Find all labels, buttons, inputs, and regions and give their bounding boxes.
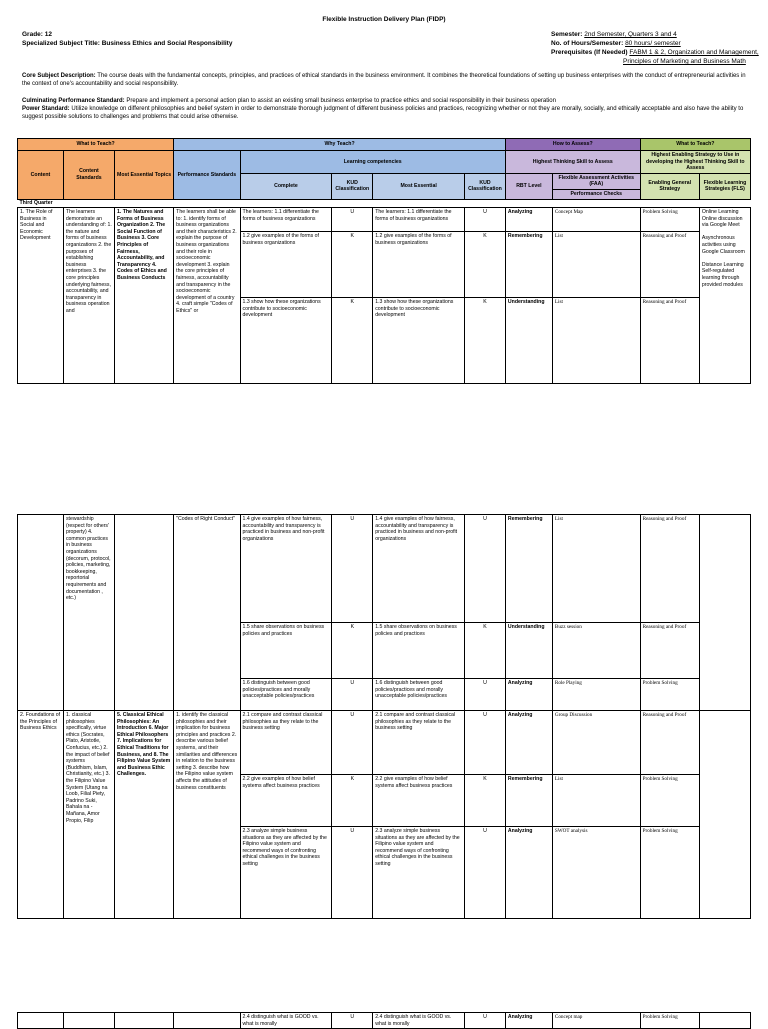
egs-cell: Reasoning and Proof: [640, 623, 699, 679]
faa-cell: List: [552, 515, 640, 623]
complete-cell: 2.1 compare and contrast classical philosophies as they relate to the business setting: [240, 711, 332, 775]
grade-label: Grade: 12: [22, 31, 52, 38]
power-standard: [22, 105, 752, 121]
essential-cell: 1.6 distinguish between good policies/practices and morally unacceptable policies/practices: [373, 679, 465, 711]
kud-cell: U: [332, 827, 373, 919]
essential-cell: 1.3 show how these organizations contribute to socioeconomic development: [373, 297, 465, 383]
rbt-cell: Remembering: [505, 775, 552, 827]
core-description: [22, 72, 752, 88]
content-standards-cell: stewardship (respect for others' property) 4. common practices in business organizations (decorum, protocol, policies, marketing, bookkeeping, reportorial requirements and documentation , etc.): [63, 515, 114, 711]
content-cell: [18, 515, 64, 711]
kud-cell: U: [332, 1013, 373, 1029]
kud-cell: U: [332, 711, 373, 775]
header-left: [22, 30, 232, 48]
kud-cell: K: [332, 231, 373, 297]
quarter-label: Third Quarter: [18, 199, 751, 207]
kud-cell-2: U: [465, 515, 506, 623]
content-cell-2: 2. Foundations of the Principles of Business Ethics: [18, 711, 64, 919]
content-header: Content: [18, 151, 64, 200]
complete-cell: The learners: 1.1 differentiate the forms of business organizations: [240, 207, 332, 231]
hours-line: [551, 39, 759, 48]
kud-cell: U: [332, 515, 373, 623]
kud-cell: K: [332, 775, 373, 827]
kud-cell-2: K: [465, 231, 506, 297]
content-cell: [18, 1013, 64, 1029]
essential-cell: 2.2 give examples of how belief systems affect business practices: [373, 775, 465, 827]
what-to-teach-header: What to Teach?: [18, 139, 174, 151]
faa-cell: Buzz session: [552, 623, 640, 679]
fidp-table-2: [17, 514, 751, 919]
egs-cell: Problem Solving: [640, 679, 699, 711]
most-essential-header: Most Essential: [373, 173, 465, 199]
faa-cell: Concept Map: [552, 207, 640, 231]
learning-competencies-header: Learning competencies: [240, 151, 505, 174]
content-standards-cell: The learners demonstrate an understanding of: 1. the nature and forms of business organizations 2. the purposes of establishing business enterprises 3. the core principles underlying fairness, accountability, and transparency in business operation and: [63, 207, 114, 383]
prereq-value-2: Principles of Marketing and Business Math: [623, 58, 746, 65]
content-cell: 1. The Role of Business in Social and Economic Development: [18, 207, 64, 383]
culminating-text: Prepare and implement a personal action plan to assist an existing small business enterprise to practice ethics and social responsibility in their business operation: [126, 98, 556, 104]
egs-cell: Problem Solving: [640, 207, 699, 231]
egs-cell: Reasoning and Proof: [640, 711, 699, 775]
complete-cell: 1.6 distinguish between good policies/practices and morally unacceptable policies/practices: [240, 679, 332, 711]
egs-cell: Problem Solving: [640, 1013, 699, 1029]
rbt-cell: Understanding: [505, 623, 552, 679]
hours-value: 80 hours/ semester: [625, 40, 681, 47]
kud-cell-2: U: [465, 207, 506, 231]
faa-cell: Concept map: [552, 1013, 640, 1029]
essential-cell: 2.1 compare and contrast classical philosophies as they relate to the business setting: [373, 711, 465, 775]
header-right: [551, 30, 759, 66]
fls-cell: [699, 711, 750, 919]
egs-cell: Reasoning and Proof: [640, 231, 699, 297]
performance-cell: "Codes of Right Conduct": [174, 515, 240, 711]
rbt-cell: Analyzing: [505, 207, 552, 231]
semester-line: [551, 30, 759, 39]
faa-header: Flexible Assessment Activities (FAA): [552, 173, 640, 189]
rbt-cell: Remembering: [505, 231, 552, 297]
culminating-standard: [22, 97, 752, 105]
kud-cell: K: [332, 297, 373, 383]
content-standards-header: Content Standards: [63, 151, 114, 200]
complete-cell: 2.3 analyze simple business situations as they are affected by the Filipino value system and recommend ways of confronting ethical challenges in the business setting: [240, 827, 332, 919]
semester-label: Semester:: [551, 31, 583, 38]
kud-cell-2: K: [465, 775, 506, 827]
topics-cell: [114, 515, 173, 711]
rbt-cell: Analyzing: [505, 1013, 552, 1029]
rbt-cell: Remembering: [505, 515, 552, 623]
essential-cell: 1.5 share observations on business policies and practices: [373, 623, 465, 679]
why-teach-header: Why Teach?: [174, 139, 506, 151]
egs-cell: Reasoning and Proof: [640, 515, 699, 623]
hours-label: No. of Hours/Semester:: [551, 40, 624, 47]
egs-cell: Reasoning and Proof: [640, 297, 699, 383]
core-text: The course deals with the fundamental concepts, principles, and practices of ethical standards in the business environment. It combines the theoretical foundations of setting up business enterprises with the conduct of entrepreneurial activities in the context of one's accountability and social responsibility.: [22, 73, 746, 87]
essential-cell: The learners: 1.1 differentiate the forms of business organizations: [373, 207, 465, 231]
prereq-label: Prerequisites (If Needed): [551, 49, 628, 56]
performance-checks-header: Performance Checks: [552, 189, 640, 199]
what-to-teach-header-2: What to Teach?: [640, 139, 750, 151]
faa-cell: List: [552, 231, 640, 297]
rbt-cell: Analyzing: [505, 679, 552, 711]
rbt-cell: Understanding: [505, 297, 552, 383]
fls-header: Flexible Learning Strategies (FLS): [699, 173, 750, 199]
kud-cell: K: [332, 623, 373, 679]
faa-cell: Role Playing: [552, 679, 640, 711]
essential-cell: 1.4 give examples of how fairness, accountability and transparency is practiced in business and non-profit organizations: [373, 515, 465, 623]
prereq-line-2: [551, 57, 759, 66]
fidp-table-1: [17, 138, 751, 384]
power-label: Power Standard:: [22, 106, 70, 112]
complete-cell: 2.2 give examples of how belief systems affect business practices: [240, 775, 332, 827]
complete-header: Complete: [240, 173, 332, 199]
faa-cell: List: [552, 775, 640, 827]
kud-cell: U: [332, 679, 373, 711]
essential-cell: 1.2 give examples of the forms of business organizations: [373, 231, 465, 297]
kud-cell-2: U: [465, 679, 506, 711]
complete-cell: 1.2 give examples of the forms of business organizations: [240, 231, 332, 297]
performance-cell: [174, 1013, 240, 1029]
subject-label: Specialized Subject Title: Business Ethics and Social Responsibility: [22, 40, 233, 47]
prereq-line: [551, 48, 759, 57]
kud-cell-2: U: [465, 711, 506, 775]
complete-cell: 1.5 share observations on business policies and practices: [240, 623, 332, 679]
core-label: Core Subject Description:: [22, 73, 96, 79]
rbt-cell: Analyzing: [505, 827, 552, 919]
essential-cell: 2.3 analyze simple business situations as they are affected by the Filipino value system and recommend ways of confronting ethical challenges in the business setting: [373, 827, 465, 919]
rbt-cell: Analyzing: [505, 711, 552, 775]
complete-cell: 1.4 give examples of how fairness, accountability and transparency is practiced in business and non-profit organizations: [240, 515, 332, 623]
prereq-value-1: FABM 1 & 2, Organization and Management,: [629, 49, 759, 56]
kud-cell-2: K: [465, 297, 506, 383]
power-text: Utilize knowledge on different philosophies and belief system in order to demonstrate thorough judgment of different business policies and practices, recognizing whether or not they are morally, socially, and ethically acceptable and also have the ability to suggest possible solutions to challenges and problems that could arise otherwise.: [22, 106, 744, 120]
faa-cell: SWOT analysis: [552, 827, 640, 919]
topics-cell: 1. The Natures and Forms of Business Organization 2. The Social Function of Business 3. Core Principles of Fairness, Accountability, and Transparency 4. Codes of Ethics and Business Conducts: [114, 207, 173, 383]
content-standards-cell-2: 1. classical philosophies specifically, virtue ethics (Socrates, Plato, Aristotle, Confucius, etc.) 2. the impact of belief systems (Buddhism, Islam, Christianity, etc.) 3. the Filipino Value System (Utang na Loob, Filial Piety, Padrino Suki, Bahala na - Mañana, Amor Propio, Filip: [63, 711, 114, 919]
kud-cell-2: K: [465, 623, 506, 679]
performance-cell-2: 1. identify the classical philosophies and their implication for business principles and practices 2. describe various belief systems, and their similarities and differences in relation to the business setting 3. describe how the Filipino value system affects the attitudes of business constituents: [174, 711, 240, 919]
rbt-level-header: RBT Level: [505, 173, 552, 199]
enabling-general-header: Enabling General Strategy: [640, 173, 699, 199]
fls-cell: Online Learning Online discussion via Google Meet Asynchronous activities using Google Classroom Distance Learning Self-regulated learning through provided modules: [699, 207, 750, 383]
fidp-table-3: [17, 1012, 751, 1029]
kud-header: KUD Classification: [332, 173, 373, 199]
essential-cell: 2.4 distinguish what is GOOD vs. what is morally: [373, 1013, 465, 1029]
document-title: Flexible Instruction Delivery Plan (FIDP): [322, 16, 446, 23]
complete-cell: 1.3 show how these organizations contribute to socioeconomic development: [240, 297, 332, 383]
fls-cell: [699, 515, 750, 711]
topics-cell: [114, 1013, 173, 1029]
egs-cell: Problem Solving: [640, 775, 699, 827]
faa-cell: Group Discussion: [552, 711, 640, 775]
faa-cell: List: [552, 297, 640, 383]
highest-thinking-header: Highest Thinking Skill to Assess: [505, 151, 640, 174]
kud-cell-2: U: [465, 1013, 506, 1029]
kud-header-2: KUD Classification: [465, 173, 506, 199]
performance-standards-header: Performance Standards: [174, 151, 240, 200]
performance-cell: The learners shall be able to: 1. identify forms of business organizations and their characteristics 2. explain the purpose of business organizations and their role in socioeconomic development 3. explain the core principles of fairness, accountability and transparency in the socioeconomic development of a country 4. craft simple "Codes of Ethics" or: [174, 207, 240, 383]
highest-enabling-header: Highest Enabling Strategy to Use in developing the Highest Thinking Skill to Assess: [640, 151, 750, 174]
how-to-assess-header: How to Assess?: [505, 139, 640, 151]
culminating-label: Culminating Performance Standard:: [22, 98, 125, 104]
kud-cell: U: [332, 207, 373, 231]
complete-cell: 2.4 distinguish what is GOOD vs. what is morally: [240, 1013, 332, 1029]
egs-cell: Problem Solving: [640, 827, 699, 919]
topics-cell-2: 5. Classical Ethical Philosophies: An Introduction 6. Major Ethical Philosophers 7. Implications for Ethical Traditions for Business, and 8. The Filipino Value System and Business Ethic Challenges.: [114, 711, 173, 919]
fls-cell: [699, 1013, 750, 1029]
content-standards-cell: [63, 1013, 114, 1029]
kud-cell-2: U: [465, 827, 506, 919]
essential-topics-header: Most Essential Topics: [114, 151, 173, 200]
semester-value: 2nd Semester, Quarters 3 and 4: [584, 31, 677, 38]
